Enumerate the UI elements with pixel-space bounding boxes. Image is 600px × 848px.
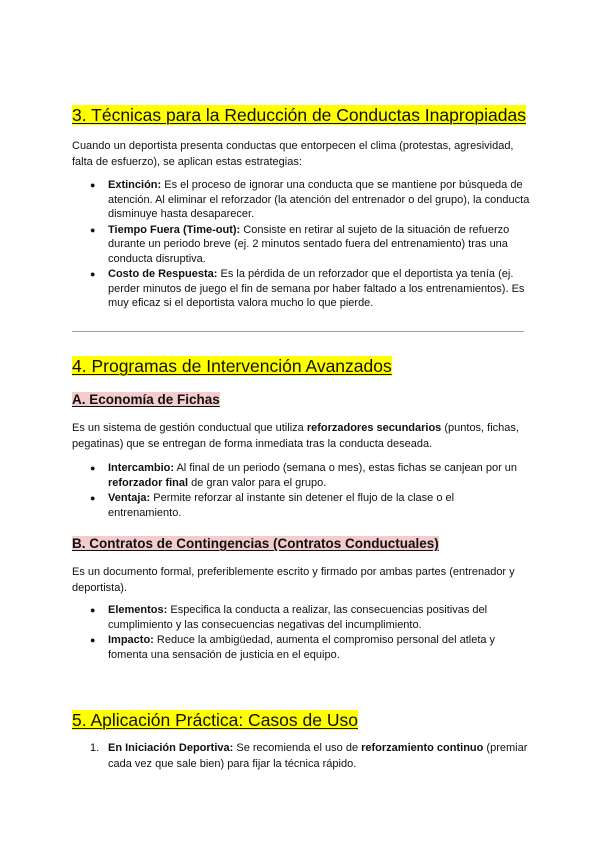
list-item: [90, 603, 530, 632]
item-bold: reforzamiento continuo: [361, 742, 484, 754]
list-item: [90, 223, 530, 267]
item-term: Elementos:: [108, 604, 168, 616]
item-text: Especifica la conducta a realizar, las consecuencias positivas del cumplimiento y las consecuencias negativas del incumplimiento.: [108, 604, 488, 631]
subsection-b-intro: Es un documento formal, preferiblemente escrito y firmado por ambas partes (entrenador y deportista).: [72, 566, 515, 594]
item-term: Impacto:: [108, 634, 154, 646]
section-3-heading: 3. Técnicas para la Reducción de Conductas Inapropiadas: [72, 105, 526, 125]
section-5-heading-wrap: [72, 709, 532, 731]
subsection-a-heading-wrap: [72, 391, 532, 409]
item-text: Permite reforzar al instante sin detener el flujo de la clase o el entrenamiento.: [108, 492, 455, 519]
item-text: (premiar cada vez que sale bien) para fijar la técnica rápido.: [108, 742, 528, 770]
item-text: Se recomienda el uso de: [233, 742, 362, 754]
bullet-icon: ●: [90, 635, 96, 645]
item-term: En Iniciación Deportiva:: [108, 742, 234, 754]
item-text: Es la pérdida de un reforzador que el deportista ya tenía (ej. perder minutos de juego el fin de semana por haber faltado a los entrenamientos). Es muy eficaz si el deportista valora mucho lo que pierde.: [108, 268, 525, 309]
item-number: 1.: [90, 742, 100, 754]
item-term: Costo de Respuesta:: [108, 268, 218, 280]
section-5-heading: 5. Aplicación Práctica: Casos de Uso: [72, 710, 358, 730]
section-4-heading: 4. Programas de Intervención Avanzados: [72, 356, 392, 376]
subsection-b-intro-wrap: [72, 564, 532, 596]
section-3-list: [90, 178, 530, 312]
list-item: [90, 633, 530, 662]
item-text: de gran valor para el grupo.: [188, 476, 327, 489]
horizontal-divider: [72, 331, 524, 332]
item-text: Es el proceso de ignorar una conducta que se mantiene por búsqueda de atención. Al eliminar el reforzador (la atención del entrenador o del grupo), la conducta disminuye hasta desaparecer.: [108, 179, 530, 220]
bullet-icon: ●: [90, 463, 96, 473]
section-5-list: [90, 740, 530, 772]
subsection-b-list: [90, 603, 530, 663]
bullet-icon: ●: [90, 605, 96, 615]
list-item: [90, 267, 530, 311]
subsection-a-heading: A. Economía de Fichas: [72, 392, 220, 407]
item-term: Tiempo Fuera (Time-out):: [108, 223, 241, 236]
intro-text: (puntos, fichas, pegatinas) que se entregan de forma inmediata tras la conducta deseada.: [72, 422, 519, 450]
subsection-b-heading: B. Contratos de Contingencias (Contratos Conductuales): [72, 536, 439, 551]
bullet-icon: ●: [90, 493, 96, 503]
item-text: Al final de un periodo (semana o mes), estas fichas se canjean por un: [174, 462, 518, 474]
list-item: [90, 178, 530, 222]
bullet-icon: ●: [90, 269, 96, 279]
item-text: Consiste en retirar al sujeto de la situación de refuerzo durante un periodo breve (ej. 2 minutos sentado fuera del entrenamiento) tras una conducta disruptiva.: [108, 223, 510, 265]
item-term: Intercambio:: [108, 462, 175, 474]
bullet-icon: ●: [90, 180, 96, 190]
section-3-intro: Cuando un deportista presenta conductas que entorpecen el clima (protestas, agresividad, falta de esfuerzo), se aplican estas estrategias:: [72, 140, 514, 168]
list-item: [90, 491, 530, 520]
list-item: [90, 740, 530, 772]
section-4-heading-wrap: [72, 355, 532, 377]
subsection-a-intro: [72, 420, 532, 452]
intro-bold: reforzadores secundarios: [306, 422, 442, 434]
section-3-heading-wrap: [72, 104, 532, 126]
subsection-a-intro-wrap: [72, 420, 532, 452]
intro-text: Es un sistema de gestión conductual que utiliza: [72, 422, 307, 434]
item-bold: reforzador final: [108, 476, 189, 489]
item-term: Ventaja:: [108, 492, 151, 504]
item-term: Extinción:: [108, 179, 162, 191]
list-item: [90, 461, 530, 490]
section-3-intro-wrap: [72, 138, 532, 170]
bullet-icon: ●: [90, 224, 96, 235]
subsection-b-heading-wrap: [72, 535, 532, 553]
item-text: Reduce la ambigüedad, aumenta el compromiso personal del atleta y fomenta una sensación de justicia en el equipo.: [108, 634, 496, 661]
subsection-a-list: [90, 461, 530, 521]
